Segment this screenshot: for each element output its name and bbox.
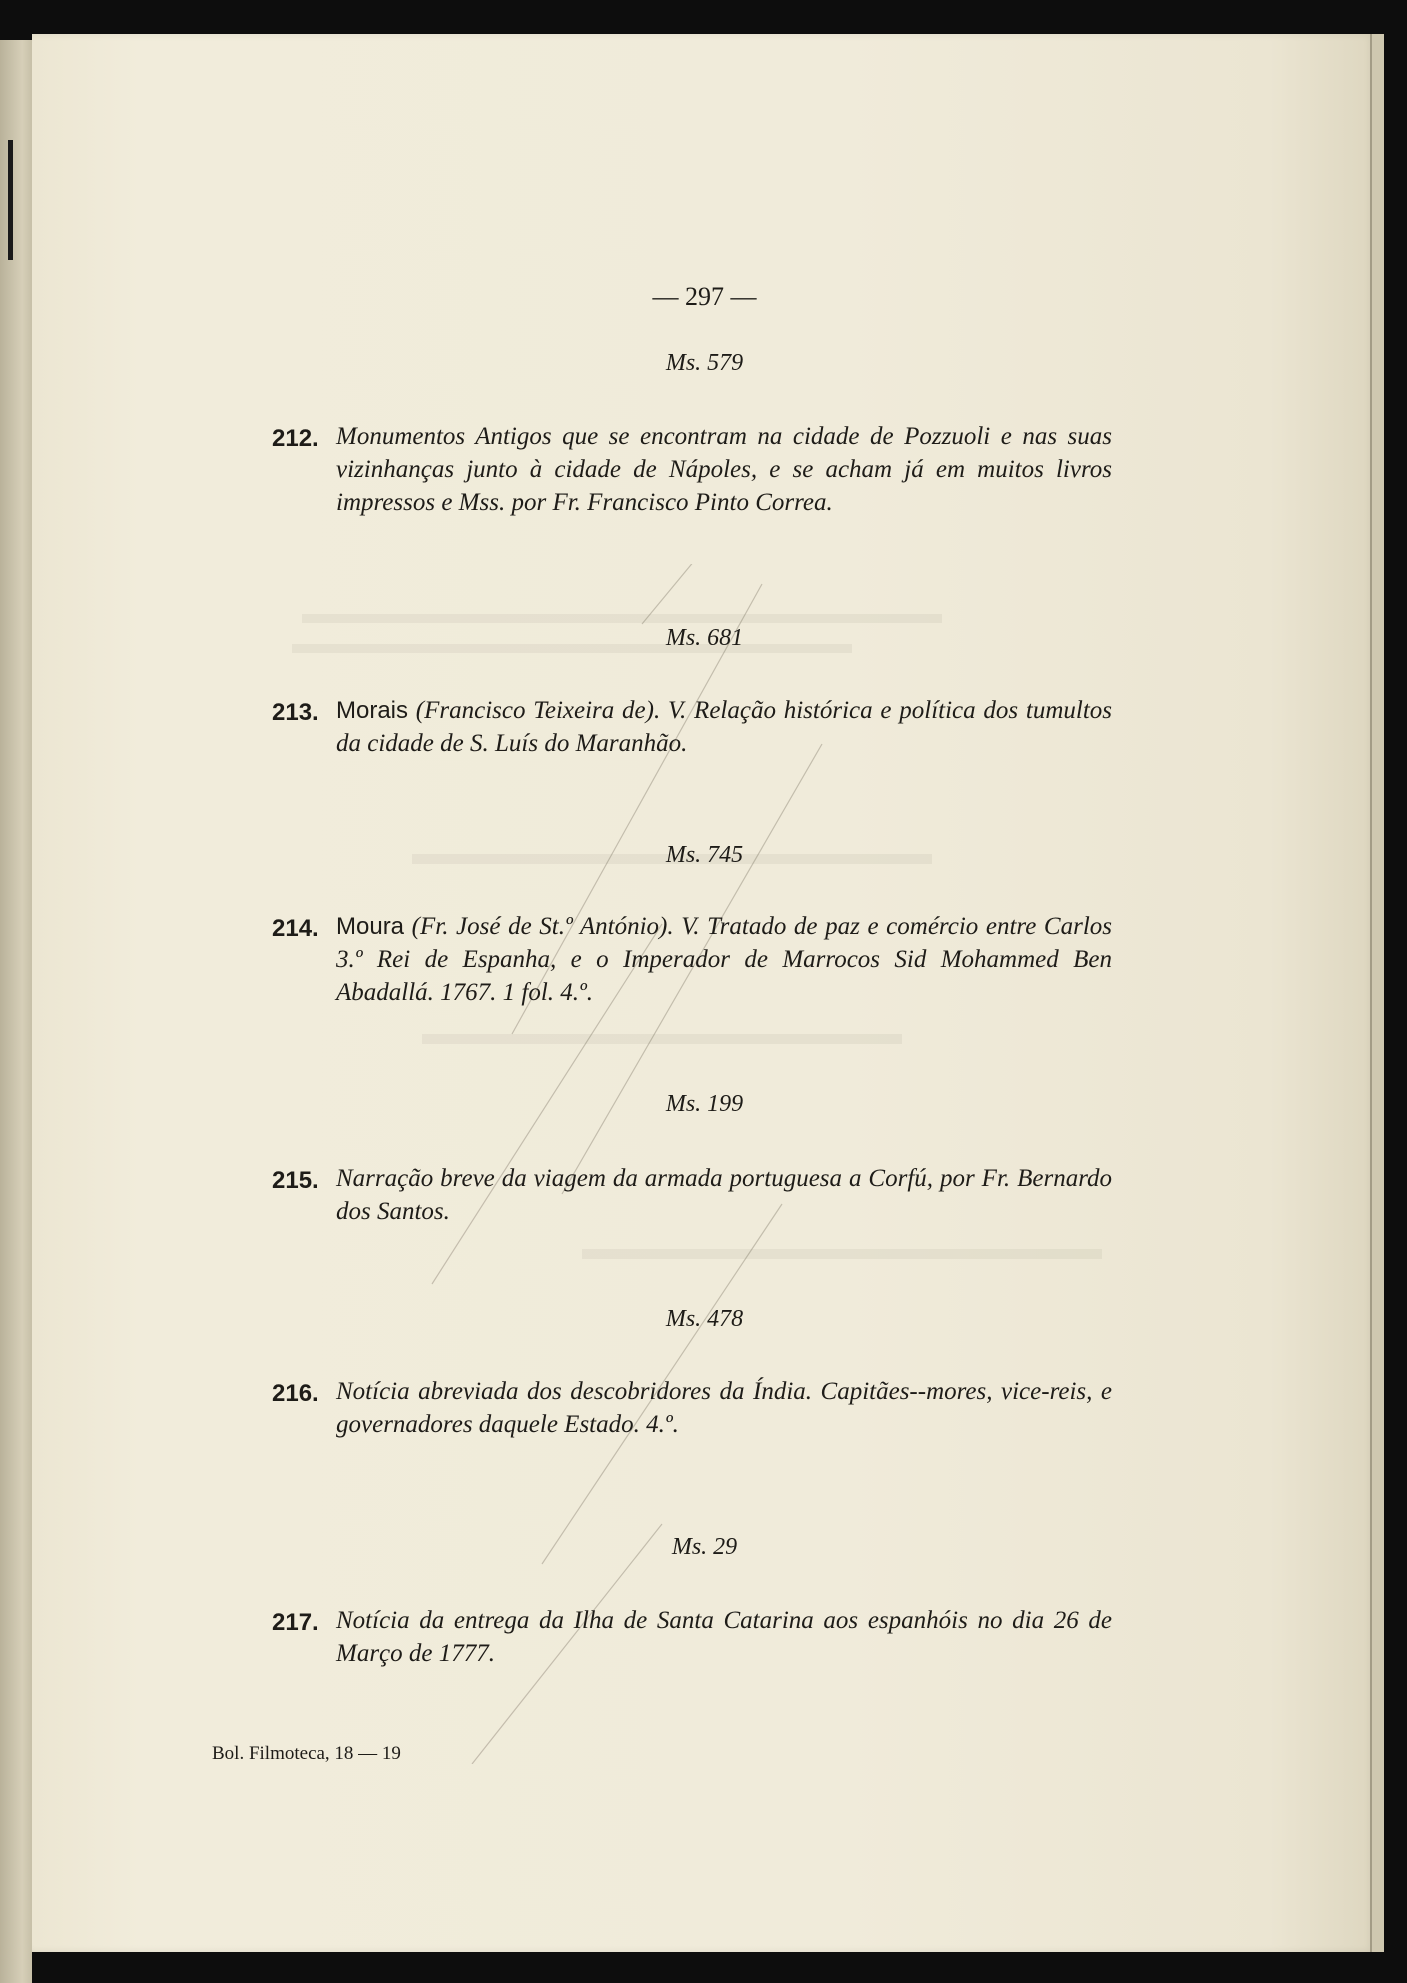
entry-title: (Fr. José de St.º António). V. Tratado de paz e comércio entre Carlos 3.º Rei de Espanha, e o Imperador de Marrocos Sid Mohammed Ben Abadallá. 1767. 1 fol. 4.º. (336, 913, 1112, 1006)
entry-number: 214. (272, 915, 319, 942)
book-page (32, 34, 1377, 1952)
entry-text (336, 1375, 1112, 1441)
entry-text (336, 1162, 1112, 1228)
footer-citation: Bol. Filmoteca, 18 — 19 (212, 1743, 401, 1764)
entry-text (336, 694, 1112, 760)
page-number: — 297 — (652, 282, 757, 311)
entry-number: 217. (272, 1609, 319, 1636)
previous-page-edge (0, 40, 32, 1983)
entry-title: (Francisco Teixeira de). V. Relação histórica e política dos tumultos da cidade de S. Luís do Maranhão. (336, 697, 1113, 757)
entry-author: Moura (336, 913, 405, 940)
binding-mark (8, 140, 13, 260)
entry-title: Monumentos Antigos que se encontram na cidade de Pozzuoli e nas suas vizinhanças junto à cidade de Nápoles, e se acham já em muitos livros impressos e Mss. por Fr. Francisco Pinto Correa. (336, 423, 1112, 516)
entry-title: Narração breve da viagem da armada portuguesa a Corfú, por Fr. Bernardo dos Santos. (336, 1165, 1112, 1225)
ms-label: Ms. 478 (665, 1306, 744, 1332)
entry-text (336, 420, 1112, 519)
entry-text (336, 1604, 1112, 1670)
entry-number: 212. (272, 425, 319, 452)
entry-text (336, 910, 1112, 1009)
ms-label: Ms. 745 (665, 842, 744, 868)
entry-number: 213. (272, 699, 319, 726)
entry-author: Morais (336, 697, 409, 724)
entry-number: 215. (272, 1167, 319, 1194)
entry-title: Notícia abreviada dos descobridores da Índia. Capitães--mores, vice-reis, e governadores daquele Estado. 4.º. (336, 1378, 1112, 1438)
entry-title: Notícia da entrega da Ilha de Santa Catarina aos espanhóis no dia 26 de Março de 1777. (336, 1607, 1112, 1667)
ms-label: Ms. 579 (665, 350, 744, 376)
page-stack-edge (1370, 34, 1384, 1952)
ms-label: Ms. 29 (671, 1534, 738, 1560)
entry-number: 216. (272, 1380, 319, 1407)
ms-label: Ms. 199 (665, 1091, 744, 1117)
ms-label: Ms. 681 (665, 625, 744, 651)
